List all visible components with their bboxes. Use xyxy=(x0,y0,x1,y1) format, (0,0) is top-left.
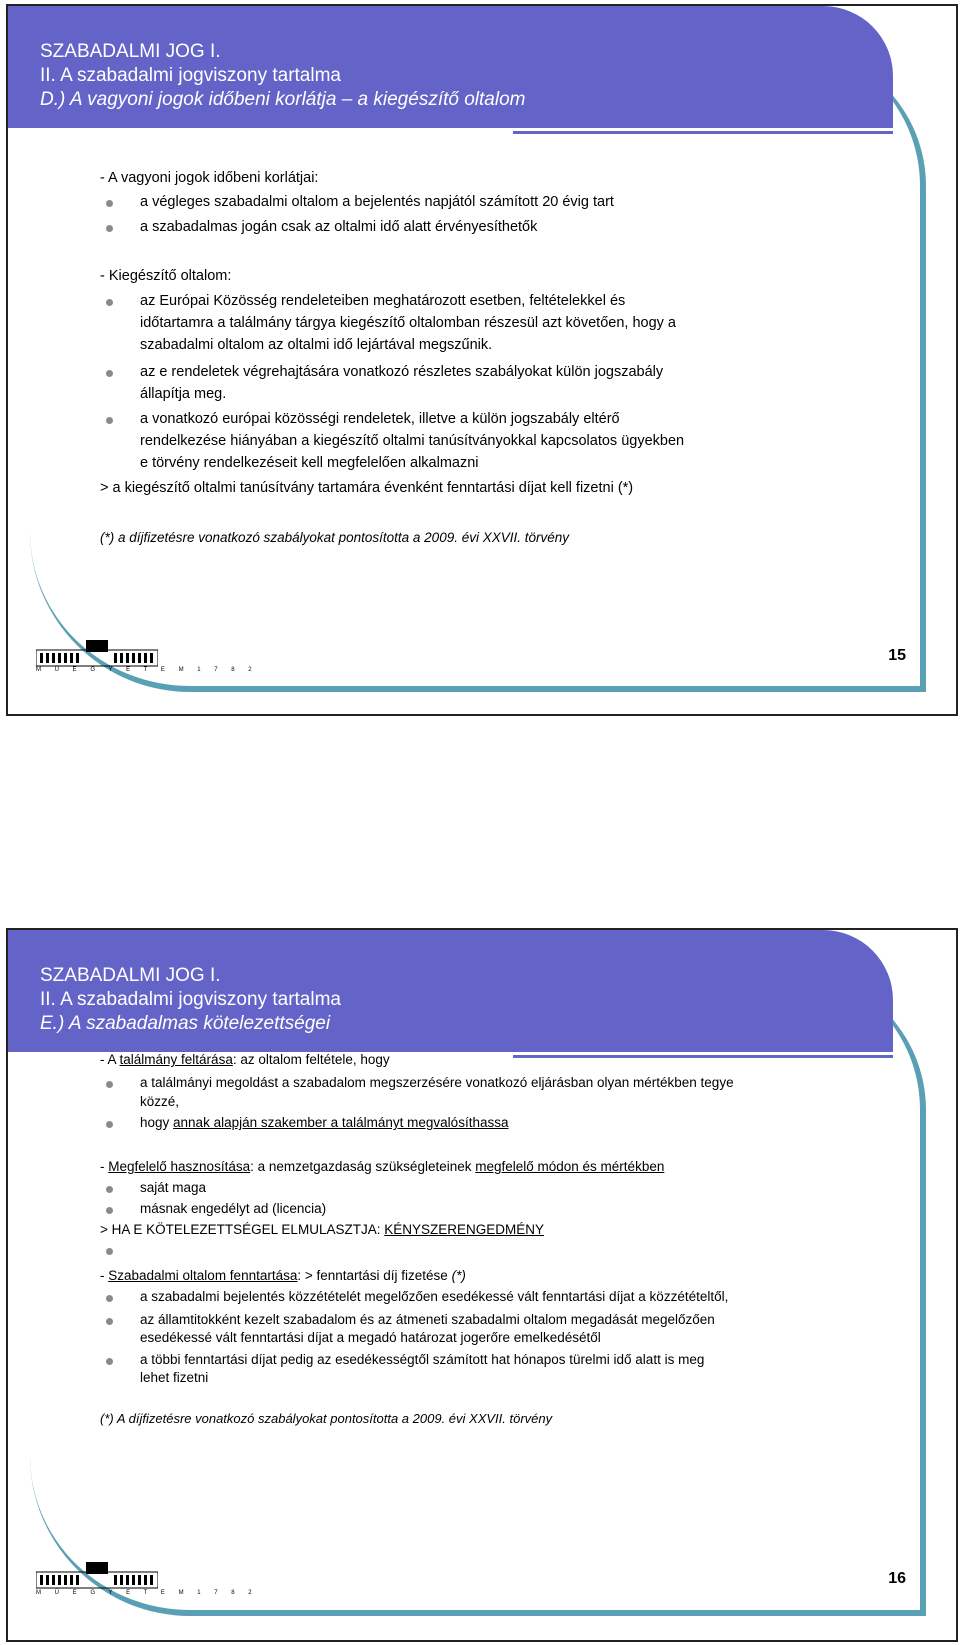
bullet-icon xyxy=(106,200,113,207)
bullet-icon xyxy=(106,1358,113,1365)
page-number: 16 xyxy=(888,1570,906,1587)
bullet-icon xyxy=(106,1081,113,1088)
bullet-text: az államtitokként kezelt szabadalom és az átmeneti szabadalmi oltalom megadását megelőzően xyxy=(140,1312,715,1327)
title-line-3: D.) A vagyoni jogok időbeni korlátja – a kiegészítő oltalom xyxy=(40,89,526,110)
slide-15 xyxy=(6,4,958,716)
footnote: (*) a díjfizetésre vonatkozó szabályokat pontosította a 2009. évi XXVII. törvény xyxy=(100,530,570,545)
title-line-2: II. A szabadalmi jogviszony tartalma xyxy=(40,989,341,1010)
bullet-text: a szabadalmas jogán csak az oltalmi idő alatt érvényesíthetők xyxy=(140,219,538,235)
logo-wordmark: M Ű E G Y E T E M 1 7 8 2 xyxy=(36,667,258,673)
heading-talalmany: - A találmány feltárása: az oltalom feltétele, hogy xyxy=(100,1052,390,1067)
title-line-1: SZABADALMI JOG I. xyxy=(40,965,221,986)
bullet-text: rendelkezése hiányában a kiegészítő oltalmi tanúsítványokkal kapcsolatos ügyekben xyxy=(140,433,685,449)
bullet-text: az e rendeletek végrehajtására vonatkozó részletes szabályokat külön jogszabály xyxy=(140,364,664,380)
bullet-icon xyxy=(106,1207,113,1214)
bullet-text: a többi fenntartási díjat pedig az esedékességtől számított hat hónapos türelmi idő alatt is meg xyxy=(140,1352,705,1367)
logo-wordmark: M Ű E G Y E T E M 1 7 8 2 xyxy=(36,1590,258,1596)
heading-kiegeszito: - Kiegészítő oltalom: xyxy=(100,268,232,284)
heading-fenntartas: - Szabadalmi oltalom fenntartása: > fenntartási díj fizetése (*) xyxy=(100,1268,466,1283)
bullet-icon xyxy=(106,1121,113,1128)
bullet-text: esedékessé vált fenntartási díjat a megadó határozat jogerőre emelkedésétől xyxy=(140,1330,601,1345)
bullet-text: közzé, xyxy=(140,1094,180,1109)
bullet-icon xyxy=(106,417,113,424)
bullet-icon xyxy=(106,1186,113,1193)
bullet-text: szabadalmi oltalom az oltalmi idő lejártával megszűnik. xyxy=(140,337,493,353)
bullet-icon xyxy=(106,1248,113,1255)
title-line-3: E.) A szabadalmas kötelezettségei xyxy=(40,1013,331,1034)
bullet-text: a végleges szabadalmi oltalom a bejelentés napjától számított 20 évig tart xyxy=(140,194,614,210)
bullet-text: másnak engedélyt ad (licencia) xyxy=(140,1201,327,1216)
fee-note: > a kiegészítő oltalmi tanúsítvány tartamára évenként fenntartási díjat kell fizetni (*) xyxy=(100,480,634,496)
bullet-icon xyxy=(106,225,113,232)
bullet-text: saját maga xyxy=(140,1180,207,1195)
bullet-text: hogy annak alapján szakember a találmányt megvalósíthassa xyxy=(140,1115,509,1130)
bullet-icon xyxy=(106,370,113,377)
title-line-1: SZABADALMI JOG I. xyxy=(40,41,221,62)
title-rule xyxy=(513,1055,893,1058)
bullet-text: az Európai Közösség rendeleteiben meghatározott esetben, feltételekkel és xyxy=(140,293,626,309)
heading-kenyszer: > HA E KÖTELEZETTSÉGEL ELMULASZTJA: KÉNYSZERENGEDMÉNY xyxy=(100,1222,544,1237)
bullet-icon xyxy=(106,1318,113,1325)
bullet-text: időtartamra a találmány tárgya kiegészítő oltalomban részesül azt követően, hogy a xyxy=(140,315,676,331)
bullet-icon xyxy=(106,299,113,306)
bullet-text: e törvény rendelkezéseit kell megfelelően alkalmazni xyxy=(140,455,479,471)
bullet-text: lehet fizetni xyxy=(140,1370,209,1385)
bullet-icon xyxy=(106,1295,113,1302)
title-line-2: II. A szabadalmi jogviszony tartalma xyxy=(40,65,341,86)
bullet-text: a vonatkozó európai közösségi rendeletek, illetve a külön jogszabály eltérő xyxy=(140,411,620,427)
heading-hasznositas: - Megfelelő hasznosítása: a nemzetgazdaság szükségleteinek megfelelő módon és mértékben xyxy=(100,1159,665,1174)
bullet-text: a találmányi megoldást a szabadalom megszerzésére vonatkozó eljárásban olyan mértékben tegye xyxy=(140,1075,734,1090)
page-number: 15 xyxy=(888,647,906,664)
heading-vagyoni: - A vagyoni jogok időbeni korlátjai: xyxy=(100,170,319,186)
slide-16 xyxy=(6,928,958,1642)
title-rule xyxy=(513,131,893,134)
title-banner xyxy=(8,930,893,1052)
footnote: (*) A díjfizetésre vonatkozó szabályokat pontosította a 2009. évi XXVII. törvény xyxy=(100,1411,553,1426)
bullet-text: a szabadalmi bejelentés közzétételét megelőzően esedékessé vált fenntartási díjat a közzétételtől, xyxy=(140,1289,729,1304)
title-banner xyxy=(8,6,893,128)
bullet-text: állapítja meg. xyxy=(140,386,227,402)
